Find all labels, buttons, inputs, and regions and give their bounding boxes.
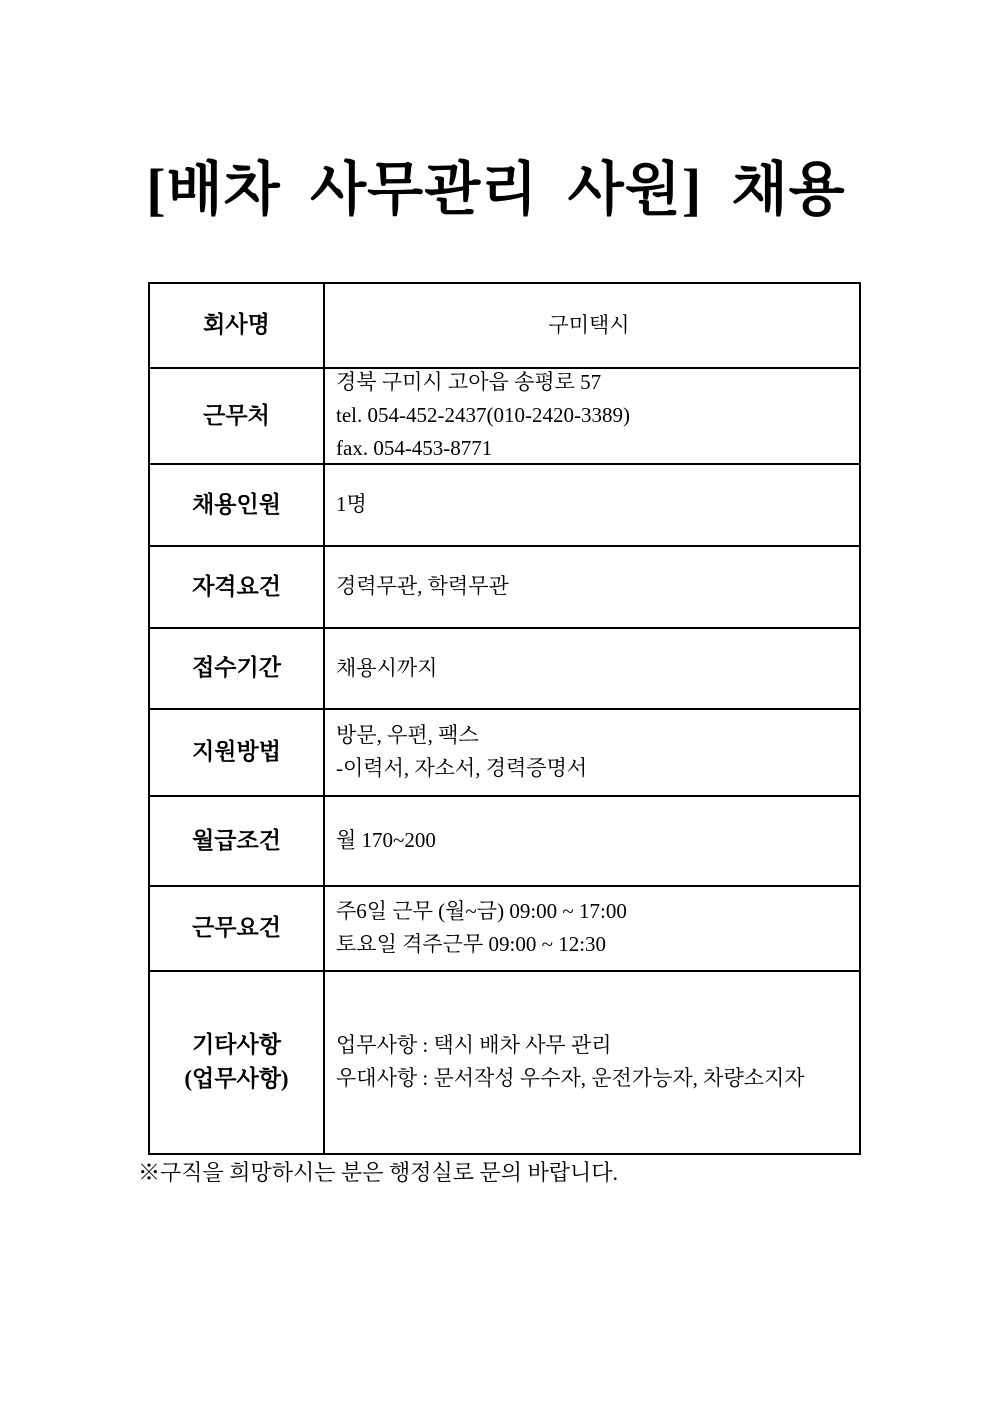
row-label-line: 기타사항 [192, 1032, 281, 1058]
row-value-line: 경력무관, 학력무관 [336, 574, 509, 599]
row-value-line: 1명 [336, 492, 367, 517]
job-posting-table [148, 282, 861, 1155]
row-label-line: 월급조건 [192, 827, 281, 853]
row-value [325, 284, 859, 367]
row-label-line: (업무사항) [184, 1066, 289, 1092]
row-value [325, 367, 859, 463]
row-value-line: -이력서, 자소서, 경력증명서 [336, 756, 588, 781]
row-value [325, 463, 859, 545]
page-title: [배차 사무관리 사원] 채용 [146, 157, 846, 222]
row-label-line: 회사명 [203, 312, 270, 338]
row-value [325, 708, 859, 795]
row-value [325, 885, 859, 970]
row-value-line: fax. 054-453-8771 [336, 436, 493, 461]
row-value [325, 627, 859, 708]
row-label [150, 463, 325, 545]
row-value-line: 토요일 격주근무 09:00 ~ 12:30 [336, 932, 607, 957]
row-value-line: tel. 054-452-2437(010-2420-3389) [336, 403, 630, 428]
row-label [150, 795, 325, 885]
row-value-line: 경북 구미시 고아읍 송평로 57 [336, 370, 602, 395]
row-label-line: 자격요건 [192, 573, 281, 599]
row-value-line: 구미택시 [548, 312, 630, 337]
row-label-line: 근무처 [203, 402, 270, 428]
row-value [325, 795, 859, 885]
row-value-line: 방문, 우편, 팩스 [336, 723, 479, 748]
row-value-line: 월 170~200 [336, 828, 436, 853]
row-label [150, 970, 325, 1153]
row-label-line: 채용인원 [192, 491, 281, 517]
row-value-line: 주6일 근무 (월~금) 09:00 ~ 17:00 [336, 899, 627, 924]
row-label-line: 지원방법 [192, 739, 281, 765]
row-label-line: 근무요건 [192, 915, 281, 941]
row-label [150, 367, 325, 463]
footer-note: ※구직을 희망하시는 분은 행정실로 문의 바랍니다. [138, 1159, 619, 1185]
row-value [325, 970, 859, 1153]
row-label [150, 627, 325, 708]
row-value-line: 채용시까지 [336, 655, 438, 680]
row-label-line: 접수기간 [192, 655, 281, 681]
row-value [325, 545, 859, 627]
row-label [150, 545, 325, 627]
row-value-line: 우대사항 : 문서작성 우수자, 운전가능자, 차량소지자 [336, 1066, 805, 1091]
row-label [150, 708, 325, 795]
row-label [150, 284, 325, 367]
row-value-line: 업무사항 : 택시 배차 사무 관리 [336, 1033, 612, 1058]
row-label [150, 885, 325, 970]
